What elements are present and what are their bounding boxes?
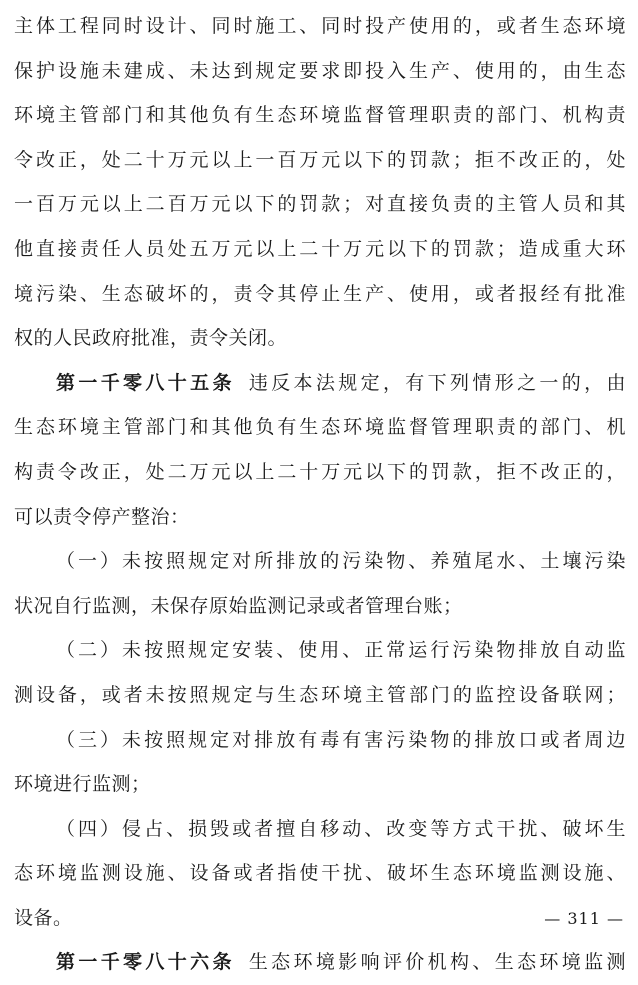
text-line: 环境主管部门和其他负有生态环境监督管理职责的部门、机构责: [14, 104, 626, 127]
text-line: 生态环境主管部门和其他负有生态环境监督管理职责的部门、机: [14, 416, 626, 439]
text-line: 生态环境影响评价机构、生态环境监测: [248, 951, 626, 974]
text-line: （三）未按照规定对排放有毒有害污染物的排放口或者周边: [56, 728, 626, 751]
text-line: 主体工程同时设计、同时施工、同时投产使用的，或者生态环境: [14, 15, 626, 37]
text-line: （一）未按照规定对所排放的污染物、养殖尾水、土壤污染: [56, 550, 626, 573]
list-item-1: [14, 539, 626, 628]
text-line: 权的人民政府批准，责令关闭。: [14, 327, 288, 350]
article-first-line: [14, 361, 626, 406]
text-line: 可以责令停产整治：: [14, 505, 190, 528]
text-line: 令改正，处二十万元以上一百万元以下的罚款；拒不改正的，处: [14, 148, 626, 171]
text-line: 保护设施未建成、未达到规定要求即投入生产、使用的，由生态: [14, 59, 626, 82]
paragraph-continuation: [14, 4, 626, 361]
document-page: [14, 4, 626, 985]
article-heading: 第一千零八十五条: [56, 371, 235, 394]
article-1085: [14, 361, 626, 539]
text-line: 他直接责任人员处五万元以上二十万元以下的罚款；造成重大环: [14, 237, 626, 260]
text-line: 境污染、生态破坏的，责令其停止生产、使用，或者报经有批准: [14, 282, 626, 305]
article-heading: 第一千零八十六条: [56, 951, 235, 974]
page-number: — 311 —: [544, 909, 624, 928]
article-1086: [14, 940, 626, 985]
list-item-3: [14, 718, 626, 807]
text-line: 态环境监测设施、设备或者指使干扰、破坏生态环境监测设施、: [14, 862, 626, 885]
text-line: 测设备，或者未按照规定与生态环境主管部门的监控设备联网；: [14, 683, 626, 706]
list-item-4: [14, 807, 626, 941]
text-line: 环境进行监测；: [14, 773, 151, 796]
text-line: 一百万元以上二百万元以下的罚款；对直接负责的主管人员和其: [14, 193, 626, 216]
text-line: 状况自行监测，未保存原始监测记录或者管理台账；: [14, 594, 463, 617]
text-line: （二）未按照规定安装、使用、正常运行污染物排放自动监: [56, 639, 626, 662]
text-line: 构责令改正，处二万元以上二十万元以下的罚款，拒不改正的，: [14, 460, 626, 483]
text-line: 违反本法规定，有下列情形之一的，由: [248, 371, 626, 394]
article-first-line: [14, 940, 626, 985]
text-line: （四）侵占、损毁或者擅自移动、改变等方式干扰、破坏生: [56, 817, 626, 840]
list-item-2: [14, 628, 626, 717]
text-line: 设备。: [14, 906, 73, 929]
